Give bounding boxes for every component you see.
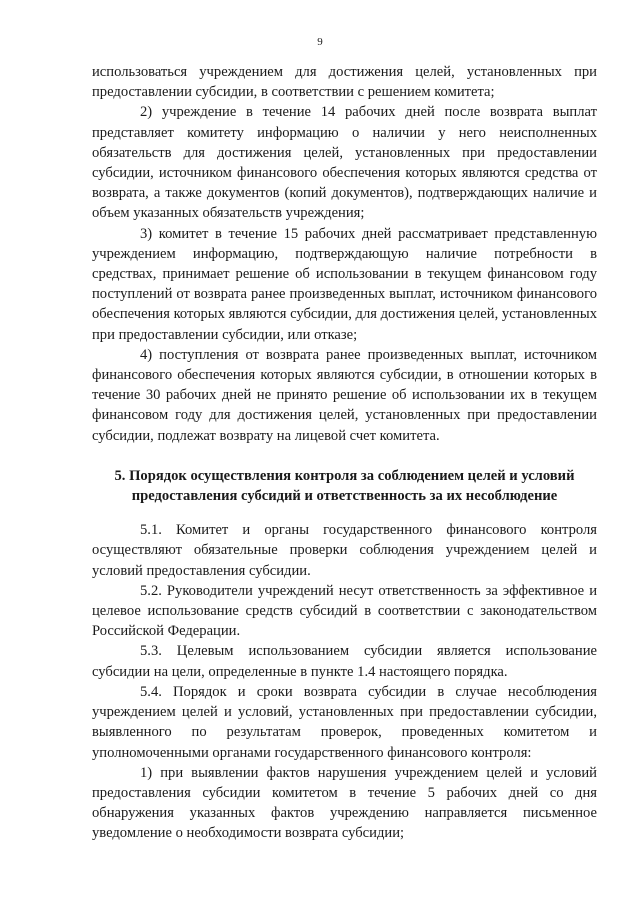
paragraph: 5.1. Комитет и органы государственного финансового контроля осуществляют обязательные проверки соблюдения учреждением целей и условий предоставления субсидии. bbox=[92, 522, 597, 579]
paragraph: 4) поступления от возврата ранее произведенных выплат, источником финансового обеспечения которых являются субсидии, в отношении которых в течение 30 рабочих дней не принято решение об использовании их в текущем финансовом году для достижения целей, установленных при предоставлении субсидии, подлежат возврату на лицевой счет комитета. bbox=[92, 346, 597, 444]
paragraph: 5.3. Целевым использованием субсидии является использование субсидии на цели, определенные в пункте 1.4 настоящего порядка. bbox=[92, 643, 597, 680]
page-number: 9 bbox=[317, 36, 323, 48]
paragraph: 2) учреждение в течение 14 рабочих дней после возврата выплат представляет комитету информацию о наличии у него неисполненных обязательств для достижения целей, установленных при предоставлении субсидии, источником финансового обеспечения которых являются средства от возврата, а также документов (копий документов), подтверждающих наличие и объем указанных обязательств учреждения; bbox=[92, 104, 597, 222]
paragraph: 1) при выявлении фактов нарушения учреждением целей и условий предоставления субсидии комитетом в течение 5 рабочих дней со дня обнаружения указанных фактов учреждению направляется письменное уведомление о необходимости возврата субсидии; bbox=[92, 764, 597, 842]
paragraph: использоваться учреждением для достижения целей, установленных при предоставлении субсидии, в соответствии с решением комитета; bbox=[92, 64, 597, 101]
section-heading: 5. Порядок осуществления контроля за соблюдением целей и условий предоставления субсидий и ответственность за их несоблюдение bbox=[114, 467, 575, 505]
paragraph: 5.4. Порядок и сроки возврата субсидии в случае несоблюдения учреждением целей и условий, установленных при предоставлении субсидии, выявленного по результатам проверок, проведенных комитетом и уполномоченными органами государственного финансового контроля: bbox=[92, 683, 597, 761]
document-body bbox=[92, 62, 597, 844]
paragraph: 3) комитет в течение 15 рабочих дней рассматривает представленную учреждением информацию, подтверждающую наличие потребности в средствах, принимает решение об использовании в текущем финансовом году поступлений от возврата ранее произведенных выплат, источником финансового обеспечения которых являются субсидии, для достижения целей, установленных при предоставлении субсидии, или отказе; bbox=[92, 225, 597, 343]
paragraph: 5.2. Руководители учреждений несут ответственность за эффективное и целевое использование средств субсидий в соответствии с законодательством Российской Федерации. bbox=[92, 582, 597, 640]
